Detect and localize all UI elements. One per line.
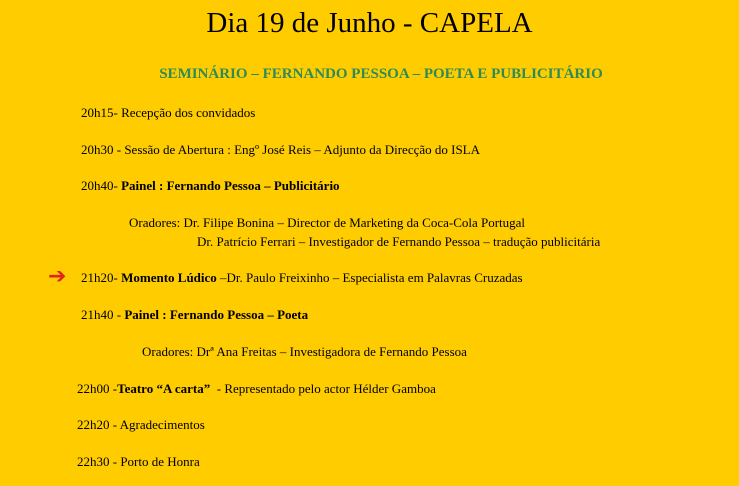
schedule-item-teatro xyxy=(77,380,436,398)
schedule-time: 21h20- xyxy=(81,270,122,285)
schedule-item-porto-de-honra: 22h30 - Porto de Honra xyxy=(77,454,200,469)
schedule-title: Teatro “A carta” xyxy=(117,381,211,396)
schedule-time: 21h40 - xyxy=(81,307,125,322)
schedule-title: Painel : Fernando Pessoa – Publicitário xyxy=(121,178,340,193)
schedule-item-panel-poeta xyxy=(81,306,308,324)
schedule-title: Momento Lúdico xyxy=(121,270,221,285)
schedule-description: - Representado pelo actor Hélder Gamboa xyxy=(210,381,436,396)
schedule-item-reception: 20h15- Recepção dos convidados xyxy=(81,105,256,120)
schedule-time: 22h00 - xyxy=(77,381,118,396)
right-arrow-icon: ➔ xyxy=(48,264,67,289)
seminar-subtitle: SEMINÁRIO – FERNANDO PESSOA – POETA E PUBLICITÁRIO xyxy=(159,66,603,82)
schedule-time: 20h40- xyxy=(81,178,122,193)
speakers-line-1: Oradores: Dr. Filipe Bonina – Director de Marketing da Coca-Cola Portugal xyxy=(129,215,526,230)
schedule-description: –Dr. Paulo Freixinho – Especialista em Palavras Cruzadas xyxy=(220,270,523,285)
schedule-item-panel-publicitario xyxy=(81,177,340,195)
speakers-line-2: Dr. Patrício Ferrari – Investigador de Fernando Pessoa – tradução publicitária xyxy=(197,234,601,249)
schedule-item-momento-ludico xyxy=(81,269,523,287)
schedule-title: Painel : Fernando Pessoa – Poeta xyxy=(124,307,309,322)
schedule-item-opening: 20h30 - Sessão de Abertura : Engº José Reis – Adjunto da Direcção do ISLA xyxy=(81,142,481,157)
speakers-line-poeta: Oradores: Drª Ana Freitas – Investigadora de Fernando Pessoa xyxy=(142,344,467,359)
schedule-item-agradecimentos: 22h20 - Agradecimentos xyxy=(77,417,205,432)
page-title: Dia 19 de Junho - CAPELA xyxy=(206,7,533,39)
